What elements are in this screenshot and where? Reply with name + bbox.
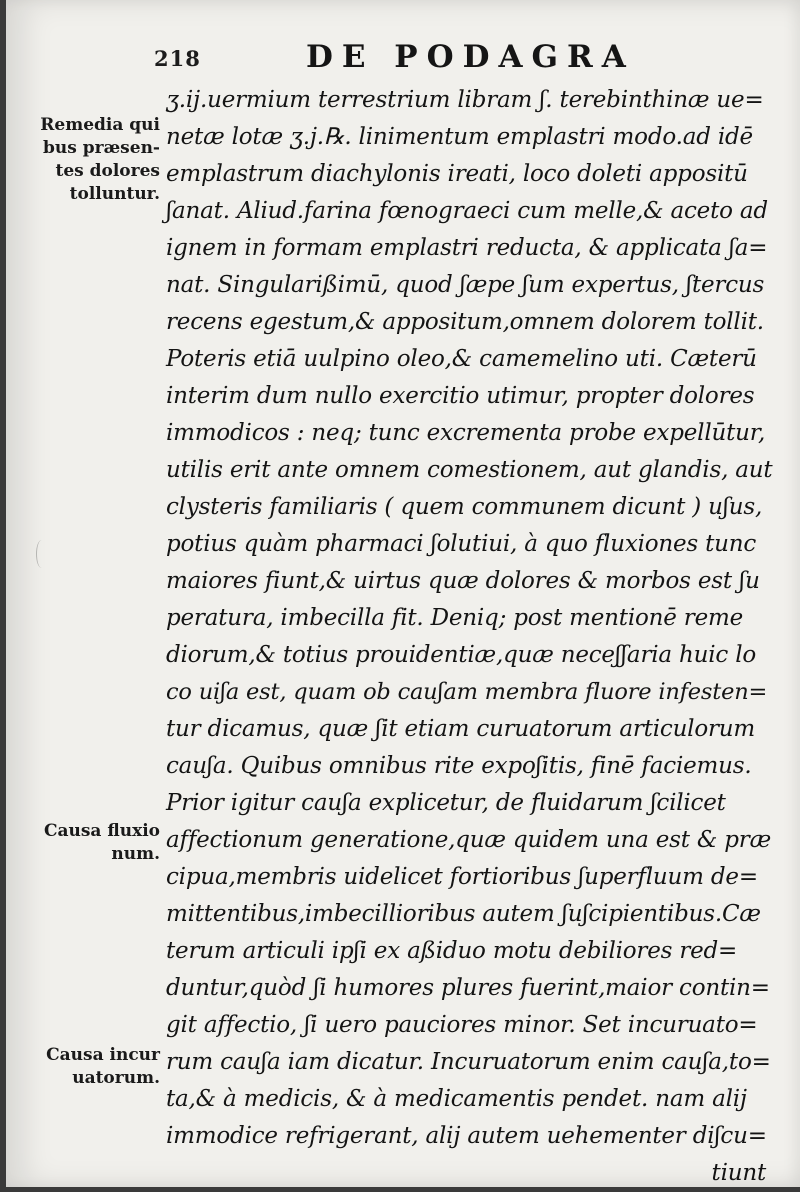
margin-note-curvature-cause [20, 1044, 160, 1090]
text-line: Poteris etiā uulpino oleo,& camemelino uti. Cæterū [166, 346, 757, 372]
text-line: interim dum nullo exercitio utimur, propter dolores [166, 383, 755, 409]
margin-note-line: Causa fluxio [43, 821, 160, 841]
margin-note-line: tolluntur. [69, 184, 160, 204]
text-line: Prior igitur cauʃa explicetur, de fluidarum ʃcilicet [166, 790, 726, 816]
text-line: git affectio, ʃi uero pauciores minor. Set incuruato= [166, 1012, 758, 1038]
text-line: ignem in formam emplastri reducta, & applicata ʃa= [166, 235, 768, 261]
text-line: cauʃa. Quibus omnibus rite expoʃitis, finē faciemus. [166, 753, 752, 779]
margin-note-line: uatorum. [72, 1068, 160, 1088]
text-line: immodice refrigerant, alij autem uehementer diʃcu= [166, 1123, 767, 1149]
margin-note-remedies [20, 114, 160, 206]
text-line: ʃanat. Aliud.farina fœnograeci cum melle,& aceto ad [166, 198, 768, 224]
text-line: rum cauʃa iam dicatur. Incuruatorum enim cauʃa,to= [166, 1049, 771, 1075]
running-title: DE PODAGRA [306, 39, 635, 75]
margin-note-flux-cause [20, 820, 160, 866]
catchword: tiunt [711, 1160, 766, 1186]
page-number: 218 [154, 46, 201, 71]
text-line: maiores fiunt,& uirtus quæ dolores & morbos est ʃu [166, 568, 760, 594]
page-header [6, 36, 800, 76]
body-text [166, 82, 776, 1192]
text-line: ta,& à medicis, & à medicamentis pendet. nam alij [166, 1086, 747, 1112]
text-line: nat. Singularißimū, quod ʃæpe ʃum expertus, ʃtercus [166, 272, 765, 298]
text-line: emplastrum diachylonis ireati, loco doleti appositū [166, 161, 748, 187]
text-line: netæ lotæ ʒ.j.℞. linimentum emplastri modo.ad idē [166, 124, 753, 150]
bleed-through-mark [36, 540, 47, 568]
book-page [6, 0, 800, 1187]
text-line: peratura, imbecilla fit. Deniq; post mentionē reme [166, 605, 744, 631]
text-line: immodicos : neq; tunc excrementa probe expellūtur, [166, 420, 766, 446]
margin-note-line: Remedia qui [40, 115, 160, 135]
text-line: terum articuli ipʃi ex aßiduo motu debiliores red= [166, 938, 738, 964]
text-line: ʒ.ij.uermium terrestrium libram ʃ. terebinthinæ ue= [166, 87, 764, 113]
text-line: mittentibus,imbecillioribus autem ʃuʃcipientibus.Cæ [166, 901, 761, 927]
text-line: affectionum generatione,quæ quidem una est & præ [166, 827, 772, 853]
margin-note-line: num. [111, 844, 160, 864]
text-line: diorum,& totius prouidentiæ,quæ neceʃʃaria huic lo [166, 642, 756, 668]
text-line: duntur,quòd ʃi humores plures fuerint,maior contin= [166, 975, 770, 1001]
text-line: clysteris familiaris ( quem communem dicunt ) uʃus, [166, 494, 763, 520]
margin-note-line: tes dolores [55, 161, 160, 181]
text-line: co uiʃa est, quam ob cauʃam membra fluore infesten= [166, 679, 768, 705]
margin-note-line: Causa incur [46, 1045, 160, 1065]
text-line: utilis erit ante omnem comestionem, aut glandis, aut [166, 457, 773, 483]
text-line: tur dicamus, quæ ʃit etiam curuatorum articulorum [166, 716, 755, 742]
text-line: cipua,membris uidelicet fortioribus ʃuperfluum de= [166, 864, 758, 890]
text-line: potius quàm pharmaci ʃolutiui, à quo fluxiones tunc [166, 531, 757, 557]
margin-note-line: bus præsen- [43, 138, 160, 158]
text-line: recens egestum,& appositum,omnem dolorem tollit. [166, 309, 764, 335]
